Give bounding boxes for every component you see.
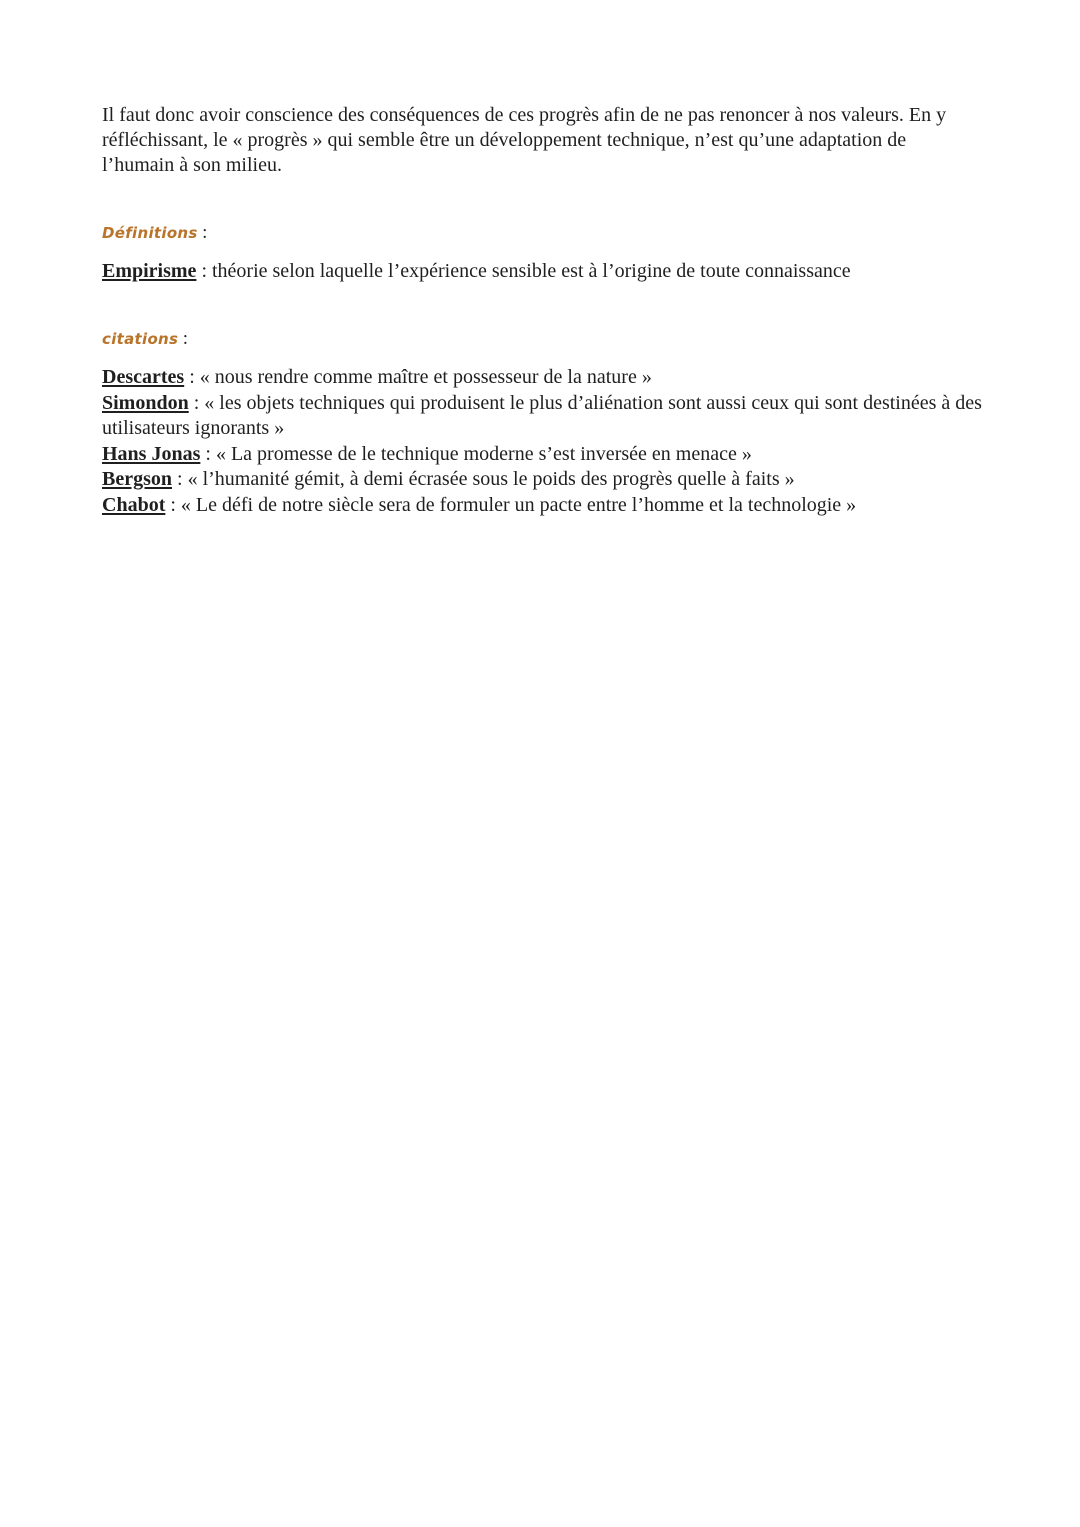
intro-paragraph: Il faut donc avoir conscience des conséquences de ces progrès afin de ne pas renoncer à nos valeurs. En y réfléchissant, le « progrès » qui semble être un développement technique, n’est qu’une adaptation de l’humain à son milieu.	[102, 104, 947, 176]
citation-quote: « nous rendre comme maître et possesseur de la nature »	[199, 366, 652, 388]
citation-author: Hans Jonas	[102, 442, 201, 465]
citation-item	[102, 365, 982, 391]
citation-author: Descartes	[102, 366, 185, 388]
citation-item	[102, 493, 982, 519]
definitions-heading	[102, 222, 207, 244]
citation-author: Bergson	[102, 468, 172, 490]
definitions-heading-label: Définitions	[102, 224, 198, 242]
definition-term: Empirisme	[102, 260, 197, 282]
citation-author: Simondon	[102, 391, 189, 414]
citation-item	[102, 467, 982, 493]
citation-item	[102, 391, 982, 442]
definition-text: théorie selon laquelle l’expérience sensible est à l’origine de toute connaissance	[212, 260, 851, 282]
citation-separator: :	[184, 366, 200, 388]
citation-quote: « La promesse de le technique moderne s’est inversée en menace »	[215, 442, 752, 465]
definition-separator: :	[196, 260, 212, 282]
citations-heading-label: citations	[102, 330, 179, 348]
citation-quote: « les objets techniques qui produisent le plus d’aliénation sont aussi ceux qui sont destinées à des utilisateurs ignorants »	[102, 391, 982, 439]
citation-separator: :	[200, 442, 216, 465]
citation-separator: :	[188, 391, 205, 414]
citation-author: Chabot	[102, 493, 166, 516]
citation-quote: « Le défi de notre siècle sera de formuler un pacte entre l’homme et la technologie »	[180, 493, 857, 516]
citations-heading-colon: :	[182, 328, 189, 349]
citation-separator: :	[172, 468, 188, 490]
citations-list	[102, 365, 982, 518]
definitions-heading-colon: :	[202, 222, 208, 243]
definition-item	[102, 259, 982, 284]
citations-heading	[102, 328, 188, 350]
citation-item	[102, 442, 982, 468]
citation-quote: « l’humanité gémit, à demi écrasée sous le poids des progrès quelle à faits »	[187, 468, 795, 490]
citation-separator: :	[165, 493, 181, 516]
